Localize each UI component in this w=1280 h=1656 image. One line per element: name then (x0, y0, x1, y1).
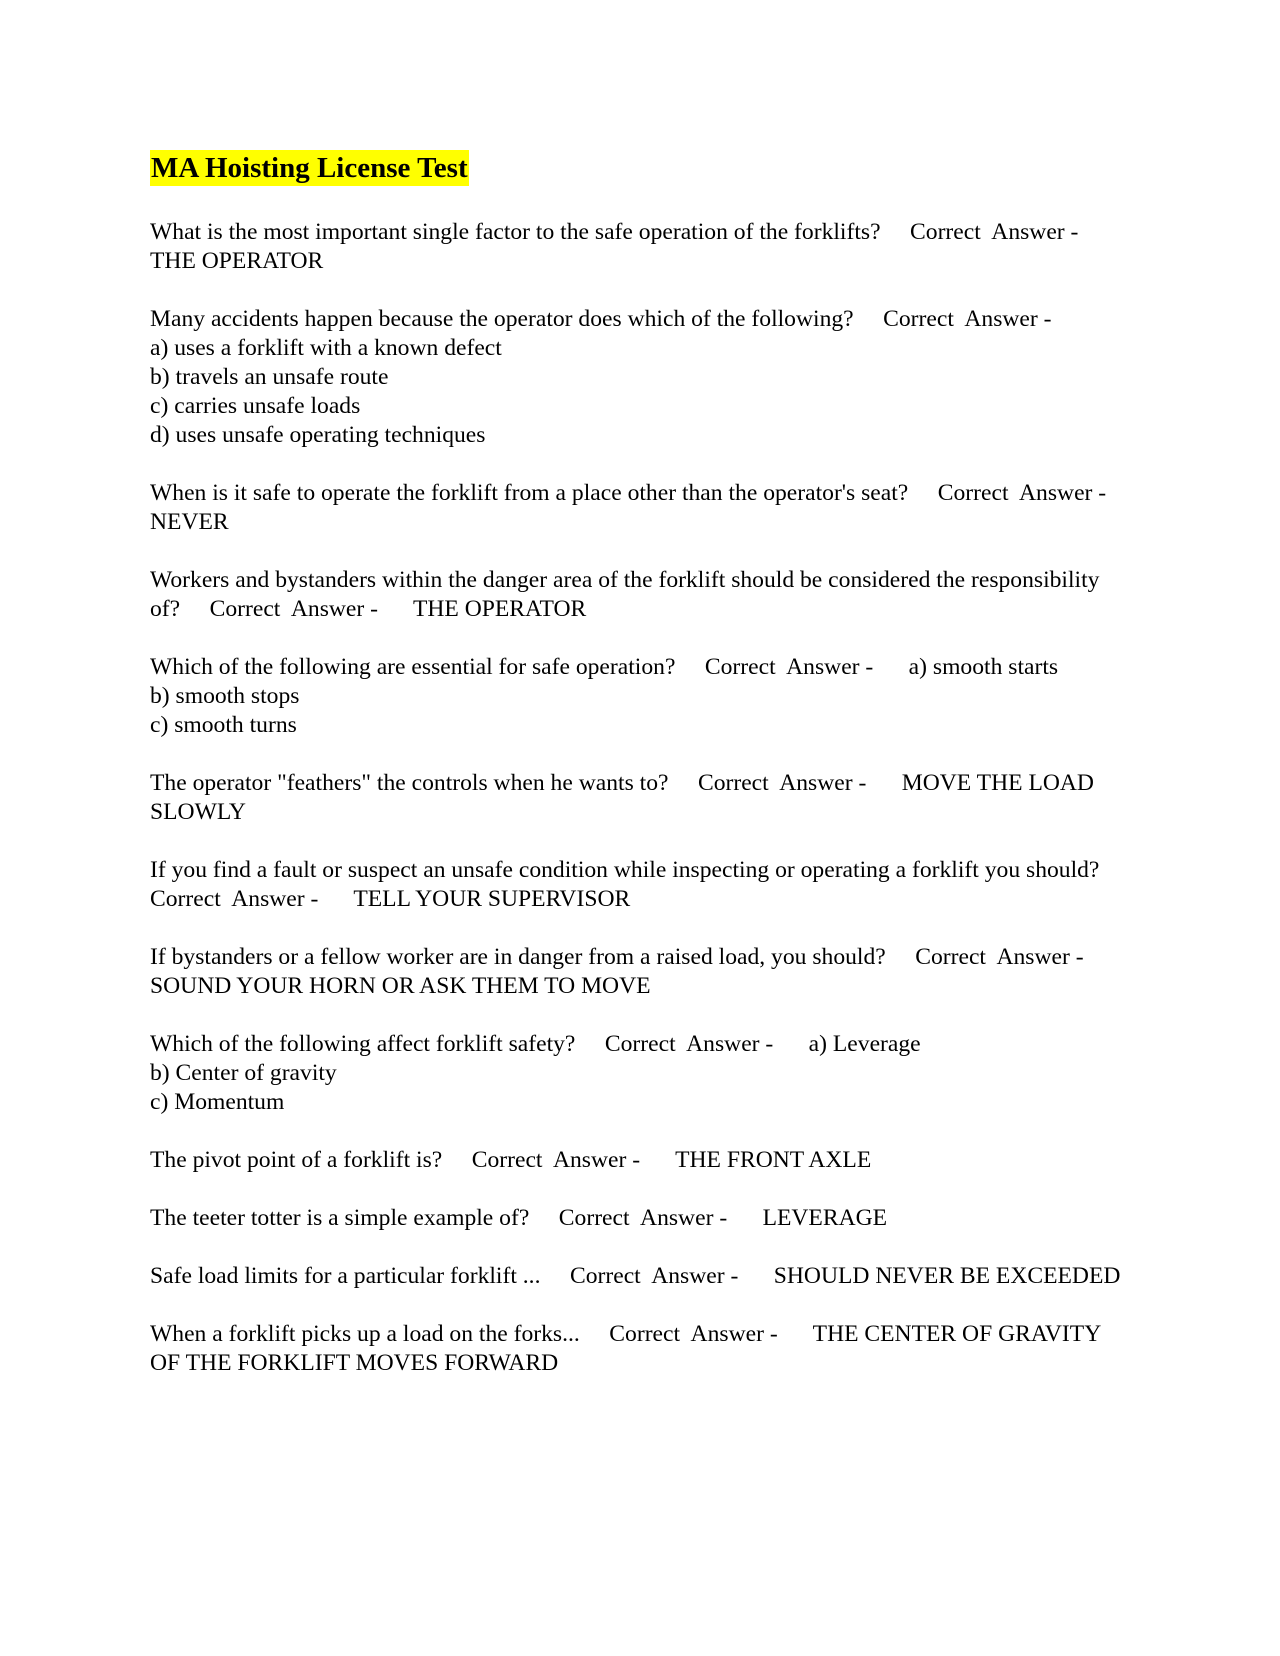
qa-item: If bystanders or a fellow worker are in danger from a raised load, you should? Correct Answer - SOUND YOUR HORN OR ASK THEM TO MOVE (150, 944, 1120, 999)
qa-item: When is it safe to operate the forklift from a place other than the operator's seat? Correct Answer - NEVER (150, 480, 1142, 535)
qa-item: If you find a fault or suspect an unsafe condition while inspecting or operating a forklift you should? Correct Answer - TELL YOUR SUPERVISOR (150, 857, 1129, 912)
qa-item: Which of the following affect forklift safety? Correct Answer - a) Leverage b) Center of gravity c) Momentum (150, 1031, 921, 1115)
qa-item: The teeter totter is a simple example of? Correct Answer - LEVERAGE (150, 1205, 888, 1231)
qa-item: Many accidents happen because the operator does which of the following? Correct Answer - a) uses a forklift with a known defect b) travels an unsafe route c) carries unsafe loads d) uses unsafe operating techniques (150, 306, 1052, 448)
qa-item: When a forklift picks up a load on the forks... Correct Answer - THE CENTER OF GRAVITY OF THE FORKLIFT MOVES FORWARD (150, 1321, 1107, 1376)
qa-item: Which of the following are essential for safe operation? Correct Answer - a) smooth starts b) smooth stops c) smooth turns (150, 654, 1059, 738)
qa-item: The pivot point of a forklift is? Correct Answer - THE FRONT AXLE (150, 1147, 872, 1173)
qa-item: Workers and bystanders within the danger area of the forklift should be considered the responsibility of? Correct Answer - THE OPERATOR (150, 567, 1106, 622)
qa-item: What is the most important single factor to the safe operation of the forklifts? Correct Answer - THE OPERATOR (150, 219, 1114, 274)
qa-list (150, 218, 1142, 1378)
qa-item: The operator "feathers" the controls when he wants to? Correct Answer - MOVE THE LOAD SLOWLY (150, 770, 1100, 825)
qa-item: Safe load limits for a particular forklift ... Correct Answer - SHOULD NEVER BE EXCEEDED (150, 1263, 1121, 1289)
document-title: MA Hoisting License Test (151, 152, 468, 184)
document-page (150, 150, 1142, 1407)
